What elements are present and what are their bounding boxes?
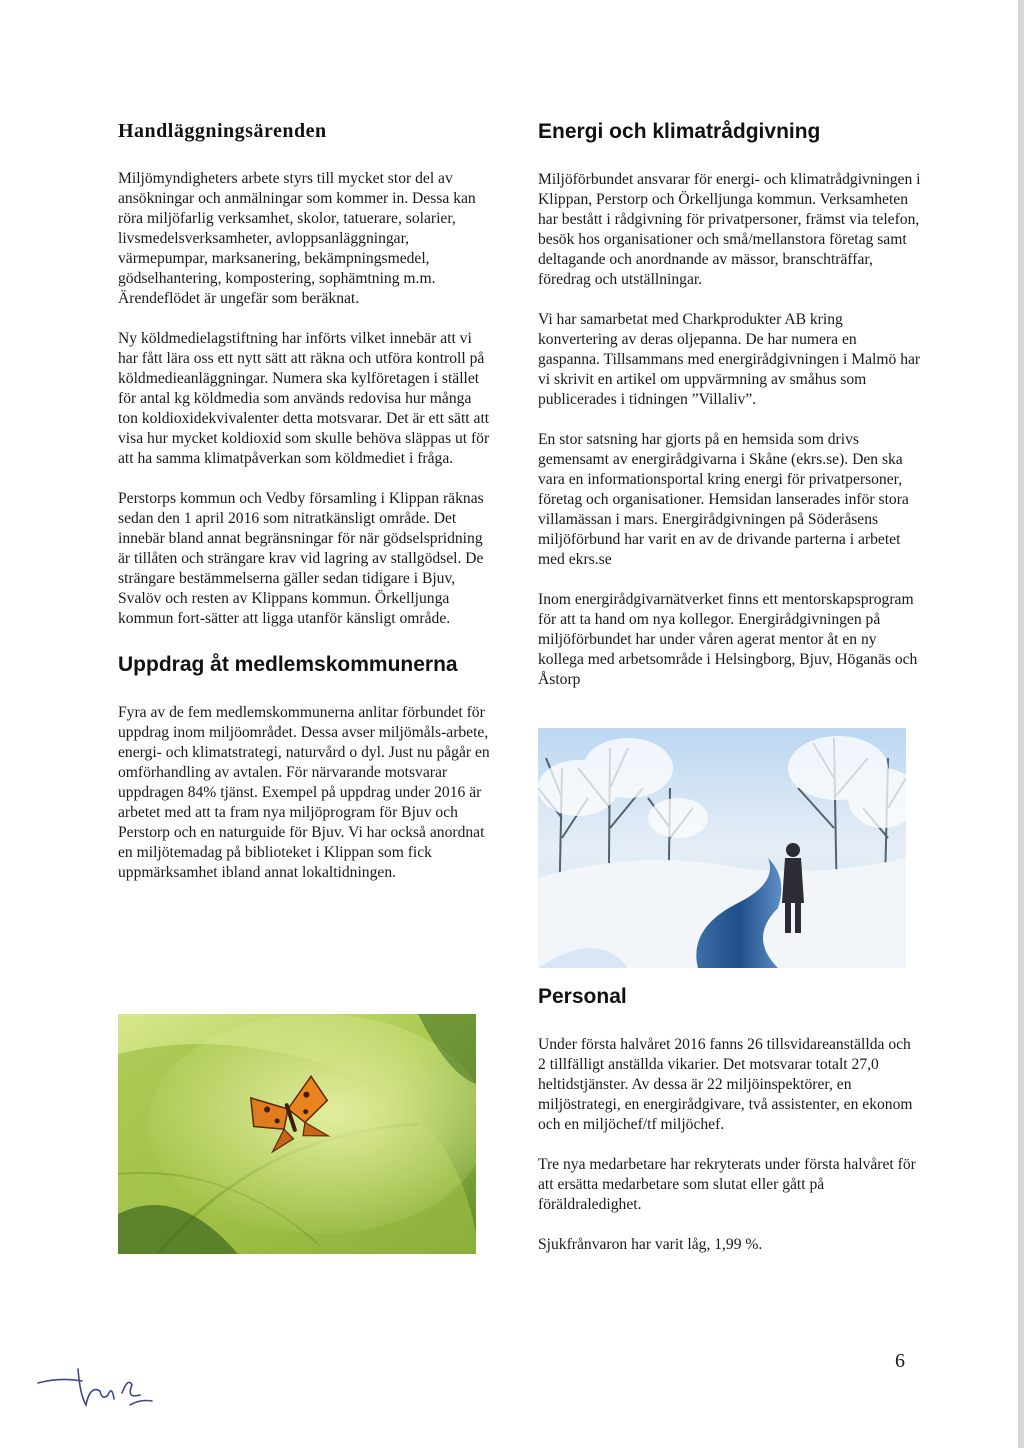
paragraph: Vi har samarbetat med Charkprodukter AB kring konvertering av deras oljepanna. De har numera en gaspanna. Tillsammans med energirådgivningen i Malmö har vi skrivit en artikel om uppvärmning av småhus som publicerades i tidningen ”Villaliv”. [538,311,921,408]
heading-uppdrag: Uppdrag åt medlemskommunerna [118,653,458,676]
paragraph: Miljömyndigheters arbete styrs till mycket stor del av ansökningar och anmälningar som kommer in. Dessa kan röra miljöfarlig verksamhet, skolor, tatuerare, solarier, livsmedelsverksamheter, avloppsanläggningar, värmepumpar, marksanering, bekämpningsmedel, gödselhantering, kompostering, sophämtning m.m. Ärendeflödet är ungefär som beräknat. [118,170,476,307]
winter-landscape-photo [538,728,906,968]
butterfly-photo [118,1014,476,1254]
right-column [538,120,922,690]
paragraph: Perstorps kommun och Vedby församling i Klippan räknas sedan den 1 april 2016 som nitratkänsligt område. Det innebär bland annat begränsningar för när gödselspridning är tillåten och strängare krav vid lagring av stallgödsel. De strängare bestämmelserna gäller sedan tidigare i Bjuv, Svalöv och resten av Klippans kommun. Örkelljunga kommun fort-sätter att ligga utanför känsligt område. [118,490,484,627]
heading-energi: Energi och klimatrådgivning [538,120,821,143]
page-edge [1018,0,1024,1448]
personal-section [538,985,922,1255]
left-column [118,120,490,883]
signature-mark [30,1355,160,1425]
heading-personal: Personal [538,985,627,1008]
paragraph: Ny köldmedielagstiftning har införts vilket innebär att vi har fått lära oss ett nytt sätt att räkna och utföra kontroll på köldmedieanläggningar. Numera ska kylföretagen i stället för antal kg köldmedia som används redovisa hur många ton koldioxidekvivalenter detta motsvarar. Det är ett sätt att visa hur mycket koldioxid som skulle behöva släppas ut för att ha samma klimatpåverkan som köldmediet i fråga. [118,330,490,467]
paragraph: Sjukfrånvaron har varit låg, 1,99 %. [538,1236,763,1253]
paragraph: Under första halvåret 2016 fanns 26 tillsvidareanställda och 2 tillfälligt anställda vikarier. Det motsvarar totalt 27,0 heltidstjänster. Av dessa är 22 miljöinspektörer, en miljöstrategi, en energirådgivare, två assistenter, en ekonom och en miljöchef/tf miljöchef. [538,1036,913,1133]
paragraph: Fyra av de fem medlemskommunerna anlitar förbundet för uppdrag inom miljöområdet. Dessa avser miljömåls-arbete, energi- och klimatstrategi, naturvård o dyl. Just nu pågår en omförhandling av avtalen. För närvarande motsvarar uppdragen 84% tjänst. Exempel på uppdrag under 2016 är arbetet med att ta fram nya miljöprogram för Bjuv och Perstorp och en naturguide för Bjuv. Vi har också anordnat en miljötemadag på biblioteket i Klippan som fick uppmärksamhet ibland annat lokaltidningen. [118,704,490,881]
paragraph: Tre nya medarbetare har rekryterats under första halvåret för att ersätta medarbetare som slutat eller gått på föräldraledighet. [538,1156,916,1213]
paragraph: Miljöförbundet ansvarar för energi- och klimatrådgivningen i Klippan, Perstorp och Örkelljunga kommun. Verksamheten har bestått i rådgivning för privatpersoner, främst via telefon, besök hos organisationer och små/mellanstora företag samt deltagande och anordnande av mässor, branschträffar, föredrag och utställningar. [538,171,921,288]
page-number: 6 [895,1350,905,1372]
paragraph: Inom energirådgivarnätverket finns ett mentorskapsprogram för att ta hand om nya kollegor. Energirådgivningen på miljöförbundet har under våren agerat mentor åt en ny kollega med arbetsområde i Helsingborg, Bjuv, Höganäs och Åstorp [538,591,918,688]
heading-handlaggningsarenden: Handläggningsärenden [118,120,327,142]
paragraph: En stor satsning har gjorts på en hemsida som drivs gemensamt av energirådgivarna i Skåne (ekrs.se). Den ska vara en informationsportal kring energi för privatpersoner, företag och organisationer. Hemsidan lanserades inför stora villamässan i mars. Energirådgivningen på Söderåsens miljöförbund har varit en av de drivande parterna i arbetet med ekrs.se [538,431,909,568]
